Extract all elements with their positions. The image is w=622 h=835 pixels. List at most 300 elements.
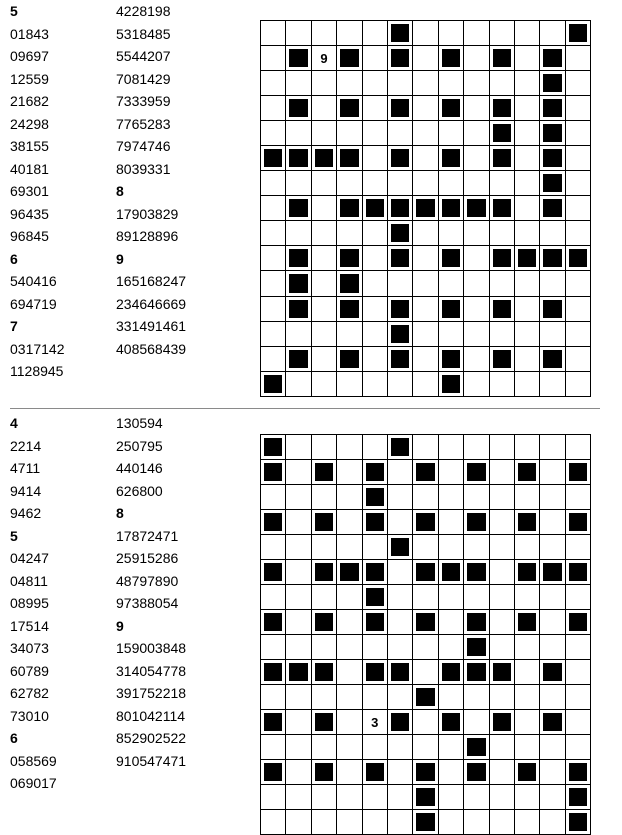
grid-cell[interactable] bbox=[413, 710, 438, 735]
grid-cell[interactable] bbox=[363, 810, 388, 835]
grid-cell[interactable] bbox=[439, 322, 464, 347]
grid-cell-black[interactable] bbox=[261, 760, 286, 785]
grid-cell[interactable] bbox=[439, 610, 464, 635]
grid-cell[interactable] bbox=[388, 785, 413, 810]
grid-cell[interactable] bbox=[261, 585, 286, 610]
grid-cell[interactable] bbox=[566, 121, 591, 146]
grid-cell-black[interactable] bbox=[413, 460, 438, 485]
grid-cell[interactable] bbox=[439, 510, 464, 535]
grid-cell[interactable] bbox=[464, 785, 489, 810]
grid-cell[interactable] bbox=[337, 610, 362, 635]
grid-cell[interactable] bbox=[413, 535, 438, 560]
grid-cell[interactable] bbox=[261, 196, 286, 221]
grid-cell[interactable] bbox=[261, 96, 286, 121]
grid-cell[interactable] bbox=[566, 71, 591, 96]
grid-cell-black[interactable] bbox=[286, 46, 311, 71]
grid-cell[interactable] bbox=[388, 121, 413, 146]
grid-cell[interactable] bbox=[337, 460, 362, 485]
grid-cell[interactable] bbox=[337, 785, 362, 810]
grid-cell-black[interactable] bbox=[540, 46, 565, 71]
grid-cell[interactable] bbox=[388, 810, 413, 835]
grid-cell[interactable] bbox=[490, 760, 515, 785]
grid-cell[interactable] bbox=[413, 635, 438, 660]
grid-cell[interactable] bbox=[337, 21, 362, 46]
grid-cell[interactable] bbox=[439, 21, 464, 46]
grid-cell[interactable] bbox=[515, 485, 540, 510]
grid-cell[interactable] bbox=[540, 485, 565, 510]
grid-cell[interactable] bbox=[261, 271, 286, 296]
grid-cell-black[interactable] bbox=[312, 460, 337, 485]
grid-cell[interactable] bbox=[439, 535, 464, 560]
grid-cell-black[interactable] bbox=[490, 46, 515, 71]
grid-cell[interactable] bbox=[312, 121, 337, 146]
grid-cell[interactable] bbox=[515, 685, 540, 710]
grid-cell-black[interactable] bbox=[312, 146, 337, 171]
grid-cell-black[interactable] bbox=[464, 760, 489, 785]
grid-cell[interactable] bbox=[566, 685, 591, 710]
grid-cell[interactable] bbox=[490, 610, 515, 635]
grid-cell[interactable] bbox=[312, 221, 337, 246]
grid-cell-black[interactable] bbox=[515, 246, 540, 271]
grid-cell[interactable] bbox=[490, 171, 515, 196]
grid-cell[interactable] bbox=[413, 21, 438, 46]
grid-cell[interactable] bbox=[286, 610, 311, 635]
grid-cell[interactable] bbox=[363, 71, 388, 96]
grid-cell[interactable] bbox=[540, 610, 565, 635]
grid-cell[interactable] bbox=[261, 21, 286, 46]
grid-cell[interactable] bbox=[566, 297, 591, 322]
grid-cell[interactable] bbox=[363, 246, 388, 271]
grid-cell[interactable] bbox=[439, 685, 464, 710]
grid-cell[interactable] bbox=[515, 271, 540, 296]
grid-cell[interactable] bbox=[540, 760, 565, 785]
grid-cell[interactable] bbox=[540, 435, 565, 460]
grid-cell[interactable] bbox=[464, 685, 489, 710]
grid-cell[interactable] bbox=[566, 322, 591, 347]
grid-cell[interactable] bbox=[286, 785, 311, 810]
grid-cell-black[interactable] bbox=[566, 460, 591, 485]
grid-cell[interactable] bbox=[413, 735, 438, 760]
grid-cell[interactable] bbox=[363, 221, 388, 246]
grid-cell[interactable] bbox=[337, 535, 362, 560]
grid-cell-black[interactable] bbox=[388, 221, 413, 246]
grid-cell[interactable] bbox=[540, 322, 565, 347]
grid-cell[interactable] bbox=[490, 685, 515, 710]
grid-cell-black[interactable] bbox=[286, 246, 311, 271]
grid-cell-black[interactable] bbox=[464, 635, 489, 660]
grid-cell[interactable] bbox=[490, 810, 515, 835]
grid-cell[interactable] bbox=[312, 347, 337, 372]
grid-cell[interactable] bbox=[439, 810, 464, 835]
grid-cell-black[interactable] bbox=[388, 347, 413, 372]
grid-cell[interactable] bbox=[337, 71, 362, 96]
grid-cell[interactable] bbox=[413, 71, 438, 96]
grid-cell[interactable] bbox=[515, 347, 540, 372]
grid-cell[interactable] bbox=[363, 535, 388, 560]
grid-cell[interactable] bbox=[337, 635, 362, 660]
grid-cell[interactable] bbox=[337, 735, 362, 760]
grid-cell[interactable] bbox=[540, 810, 565, 835]
grid-cell[interactable] bbox=[515, 96, 540, 121]
grid-cell-black[interactable] bbox=[515, 610, 540, 635]
grid-cell[interactable] bbox=[566, 735, 591, 760]
grid-cell-black[interactable] bbox=[439, 560, 464, 585]
grid-cell-black[interactable] bbox=[363, 460, 388, 485]
grid-cell-black[interactable] bbox=[490, 96, 515, 121]
grid-cell[interactable] bbox=[490, 485, 515, 510]
grid-cell[interactable] bbox=[337, 710, 362, 735]
grid-cell-black[interactable] bbox=[439, 372, 464, 397]
grid-cell[interactable] bbox=[540, 372, 565, 397]
grid-cell[interactable] bbox=[515, 810, 540, 835]
grid-cell-black[interactable] bbox=[261, 146, 286, 171]
grid-cell[interactable] bbox=[261, 221, 286, 246]
grid-cell[interactable] bbox=[439, 635, 464, 660]
grid-cell[interactable] bbox=[515, 322, 540, 347]
grid-cell[interactable] bbox=[566, 96, 591, 121]
grid-cell[interactable] bbox=[413, 322, 438, 347]
grid-cell-black[interactable] bbox=[261, 660, 286, 685]
grid-cell-black[interactable] bbox=[540, 171, 565, 196]
grid-cell-black[interactable] bbox=[566, 760, 591, 785]
grid-cell[interactable] bbox=[312, 435, 337, 460]
grid-cell[interactable] bbox=[490, 735, 515, 760]
grid-cell[interactable] bbox=[337, 810, 362, 835]
grid-cell[interactable] bbox=[413, 347, 438, 372]
grid-cell[interactable] bbox=[515, 297, 540, 322]
grid-cell-black[interactable] bbox=[540, 146, 565, 171]
grid-cell-black[interactable] bbox=[413, 610, 438, 635]
grid-cell[interactable] bbox=[337, 485, 362, 510]
grid-cell-black[interactable] bbox=[413, 685, 438, 710]
grid-cell-black[interactable] bbox=[540, 347, 565, 372]
grid-cell[interactable] bbox=[566, 635, 591, 660]
grid-cell-black[interactable] bbox=[540, 297, 565, 322]
grid-cell[interactable] bbox=[363, 96, 388, 121]
grid-cell-black[interactable] bbox=[540, 71, 565, 96]
grid-cell-black[interactable] bbox=[363, 510, 388, 535]
grid-cell[interactable] bbox=[413, 121, 438, 146]
grid-cell-black[interactable] bbox=[540, 96, 565, 121]
grid-cell-black[interactable] bbox=[363, 760, 388, 785]
grid-cell-black[interactable] bbox=[286, 196, 311, 221]
grid-cell-black[interactable] bbox=[490, 297, 515, 322]
grid-cell[interactable] bbox=[515, 710, 540, 735]
grid-cell-black[interactable] bbox=[540, 196, 565, 221]
grid-cell-black[interactable] bbox=[388, 660, 413, 685]
grid-cell[interactable] bbox=[388, 372, 413, 397]
grid-cell[interactable] bbox=[490, 271, 515, 296]
grid-cell[interactable] bbox=[566, 485, 591, 510]
grid-cell[interactable] bbox=[312, 735, 337, 760]
grid-cell[interactable] bbox=[286, 810, 311, 835]
grid-cell-black[interactable] bbox=[464, 560, 489, 585]
grid-cell[interactable] bbox=[286, 535, 311, 560]
grid-cell[interactable] bbox=[312, 96, 337, 121]
grid-cell-black[interactable] bbox=[388, 96, 413, 121]
grid-cell-black[interactable] bbox=[388, 21, 413, 46]
grid-cell-black[interactable] bbox=[388, 146, 413, 171]
grid-cell-black[interactable] bbox=[540, 560, 565, 585]
grid-cell-black[interactable] bbox=[312, 560, 337, 585]
grid-cell[interactable] bbox=[363, 347, 388, 372]
grid-cell-black[interactable] bbox=[566, 810, 591, 835]
grid-cell-black[interactable] bbox=[261, 610, 286, 635]
grid-cell-black[interactable] bbox=[388, 710, 413, 735]
grid-cell[interactable] bbox=[363, 635, 388, 660]
grid-cell[interactable] bbox=[388, 685, 413, 710]
grid-cell[interactable] bbox=[566, 271, 591, 296]
grid-cell[interactable]: 3 bbox=[363, 710, 388, 735]
grid-cell[interactable] bbox=[464, 96, 489, 121]
grid-cell[interactable] bbox=[566, 535, 591, 560]
grid-cell[interactable] bbox=[464, 347, 489, 372]
grid-cell[interactable] bbox=[490, 221, 515, 246]
grid-cell-black[interactable] bbox=[490, 121, 515, 146]
grid-cell[interactable] bbox=[388, 585, 413, 610]
grid-cell-black[interactable] bbox=[388, 246, 413, 271]
grid-cell[interactable] bbox=[261, 171, 286, 196]
grid-cell[interactable] bbox=[388, 560, 413, 585]
grid-cell-black[interactable] bbox=[464, 196, 489, 221]
grid-cell[interactable] bbox=[464, 246, 489, 271]
grid-cell[interactable] bbox=[540, 785, 565, 810]
grid-cell[interactable] bbox=[515, 171, 540, 196]
grid-cell[interactable] bbox=[566, 196, 591, 221]
grid-cell-black[interactable] bbox=[388, 435, 413, 460]
grid-cell[interactable] bbox=[413, 146, 438, 171]
grid-cell[interactable] bbox=[261, 121, 286, 146]
grid-cell-black[interactable] bbox=[312, 710, 337, 735]
grid-cell-black[interactable] bbox=[439, 246, 464, 271]
grid-cell-black[interactable] bbox=[515, 760, 540, 785]
grid-cell-black[interactable] bbox=[439, 196, 464, 221]
grid-cell-black[interactable] bbox=[490, 146, 515, 171]
grid-cell[interactable] bbox=[363, 435, 388, 460]
grid-cell[interactable] bbox=[515, 585, 540, 610]
grid-cell[interactable] bbox=[337, 435, 362, 460]
grid-cell-black[interactable] bbox=[490, 196, 515, 221]
grid-cell-black[interactable] bbox=[261, 510, 286, 535]
grid-cell[interactable] bbox=[540, 460, 565, 485]
grid-cell[interactable] bbox=[261, 485, 286, 510]
grid-cell-black[interactable] bbox=[439, 297, 464, 322]
grid-cell-black[interactable] bbox=[439, 710, 464, 735]
grid-cell[interactable] bbox=[286, 510, 311, 535]
grid-cell[interactable] bbox=[363, 685, 388, 710]
grid-cell-black[interactable] bbox=[286, 660, 311, 685]
grid-cell[interactable] bbox=[261, 635, 286, 660]
grid-cell[interactable] bbox=[464, 535, 489, 560]
grid-cell[interactable] bbox=[515, 196, 540, 221]
grid-cell[interactable] bbox=[337, 372, 362, 397]
grid-cell-black[interactable] bbox=[439, 347, 464, 372]
grid-cell[interactable] bbox=[515, 635, 540, 660]
grid-cell-black[interactable] bbox=[388, 535, 413, 560]
grid-cell[interactable] bbox=[312, 585, 337, 610]
grid-cell[interactable] bbox=[464, 71, 489, 96]
grid-cell[interactable] bbox=[337, 585, 362, 610]
grid-cell[interactable] bbox=[490, 785, 515, 810]
grid-cell[interactable] bbox=[388, 735, 413, 760]
grid-cell-black[interactable] bbox=[413, 510, 438, 535]
grid-cell-black[interactable] bbox=[337, 196, 362, 221]
grid-cell[interactable] bbox=[337, 760, 362, 785]
grid-cell-black[interactable] bbox=[540, 660, 565, 685]
grid-cell[interactable] bbox=[312, 685, 337, 710]
grid-cell[interactable] bbox=[540, 635, 565, 660]
grid-cell[interactable] bbox=[286, 735, 311, 760]
grid-cell[interactable] bbox=[337, 510, 362, 535]
grid-cell[interactable] bbox=[261, 322, 286, 347]
grid-cell[interactable] bbox=[439, 785, 464, 810]
grid-cell[interactable] bbox=[286, 21, 311, 46]
grid-cell[interactable] bbox=[515, 146, 540, 171]
grid-cell[interactable] bbox=[413, 435, 438, 460]
grid-cell[interactable] bbox=[540, 585, 565, 610]
grid-cell[interactable] bbox=[515, 435, 540, 460]
grid-cell[interactable] bbox=[540, 221, 565, 246]
grid-cell-black[interactable] bbox=[286, 297, 311, 322]
grid-cell[interactable] bbox=[286, 710, 311, 735]
grid-cell-black[interactable] bbox=[388, 196, 413, 221]
grid-cell-black[interactable] bbox=[261, 460, 286, 485]
grid-cell-black[interactable] bbox=[490, 660, 515, 685]
grid-cell-black[interactable] bbox=[515, 510, 540, 535]
grid-cell[interactable] bbox=[286, 460, 311, 485]
grid-cell[interactable] bbox=[388, 610, 413, 635]
grid-cell-black[interactable] bbox=[490, 246, 515, 271]
grid-cell-black[interactable] bbox=[515, 460, 540, 485]
grid-cell[interactable] bbox=[286, 121, 311, 146]
grid-cell[interactable] bbox=[464, 21, 489, 46]
grid-cell-black[interactable] bbox=[464, 735, 489, 760]
grid-cell-black[interactable] bbox=[464, 660, 489, 685]
grid-cell[interactable] bbox=[261, 246, 286, 271]
grid-cell[interactable] bbox=[286, 760, 311, 785]
grid-cell[interactable] bbox=[312, 635, 337, 660]
grid-cell-black[interactable] bbox=[439, 660, 464, 685]
grid-cell-black[interactable] bbox=[312, 610, 337, 635]
grid-cell[interactable] bbox=[439, 585, 464, 610]
grid-cell-black[interactable] bbox=[261, 560, 286, 585]
grid-cell[interactable] bbox=[312, 785, 337, 810]
grid-cell[interactable] bbox=[312, 271, 337, 296]
grid-cell[interactable] bbox=[566, 347, 591, 372]
grid-cell[interactable] bbox=[490, 372, 515, 397]
grid-cell[interactable] bbox=[464, 435, 489, 460]
grid-cell[interactable] bbox=[515, 660, 540, 685]
grid-cell[interactable] bbox=[515, 372, 540, 397]
grid-cell[interactable] bbox=[464, 485, 489, 510]
grid-cell[interactable] bbox=[363, 297, 388, 322]
grid-cell[interactable] bbox=[363, 46, 388, 71]
grid-cell-black[interactable] bbox=[566, 21, 591, 46]
grid-cell[interactable] bbox=[566, 372, 591, 397]
grid-cell[interactable] bbox=[439, 460, 464, 485]
grid-cell[interactable] bbox=[439, 735, 464, 760]
grid-cell-black[interactable] bbox=[363, 585, 388, 610]
grid-cell[interactable] bbox=[490, 510, 515, 535]
grid-cell[interactable] bbox=[261, 347, 286, 372]
grid-cell-black[interactable] bbox=[337, 560, 362, 585]
grid-cell[interactable] bbox=[312, 246, 337, 271]
grid-cell-black[interactable] bbox=[413, 810, 438, 835]
grid-cell[interactable] bbox=[286, 372, 311, 397]
grid-cell[interactable] bbox=[363, 271, 388, 296]
grid-cell[interactable] bbox=[413, 297, 438, 322]
grid-cell[interactable] bbox=[566, 710, 591, 735]
grid-cell[interactable] bbox=[388, 760, 413, 785]
grid-cell-black[interactable] bbox=[337, 46, 362, 71]
grid-cell-black[interactable] bbox=[286, 271, 311, 296]
grid-cell[interactable] bbox=[464, 710, 489, 735]
grid-cell-black[interactable] bbox=[413, 560, 438, 585]
grid-cell[interactable] bbox=[388, 460, 413, 485]
grid-cell-black[interactable] bbox=[566, 560, 591, 585]
grid-cell[interactable] bbox=[413, 46, 438, 71]
grid-cell[interactable] bbox=[540, 535, 565, 560]
grid-cell[interactable] bbox=[337, 660, 362, 685]
grid-cell-black[interactable] bbox=[566, 246, 591, 271]
grid-cell[interactable] bbox=[540, 735, 565, 760]
grid-cell[interactable] bbox=[566, 660, 591, 685]
grid-cell[interactable] bbox=[515, 785, 540, 810]
grid-cell[interactable] bbox=[540, 271, 565, 296]
grid-cell[interactable] bbox=[261, 535, 286, 560]
grid-cell[interactable] bbox=[464, 121, 489, 146]
grid-cell[interactable] bbox=[566, 585, 591, 610]
grid-cell[interactable] bbox=[363, 21, 388, 46]
grid-cell[interactable] bbox=[515, 121, 540, 146]
grid-cell[interactable] bbox=[540, 685, 565, 710]
grid-cell[interactable] bbox=[540, 21, 565, 46]
grid-cell[interactable] bbox=[464, 46, 489, 71]
grid-cell-black[interactable] bbox=[261, 435, 286, 460]
grid-cell-black[interactable] bbox=[312, 660, 337, 685]
grid-cell[interactable] bbox=[464, 585, 489, 610]
grid-cell[interactable] bbox=[439, 121, 464, 146]
grid-cell[interactable] bbox=[388, 510, 413, 535]
grid-cell[interactable] bbox=[312, 535, 337, 560]
grid-cell[interactable] bbox=[388, 271, 413, 296]
grid-cell[interactable] bbox=[413, 171, 438, 196]
grid-cell[interactable] bbox=[490, 435, 515, 460]
grid-cell[interactable] bbox=[490, 635, 515, 660]
grid-cell-black[interactable] bbox=[337, 347, 362, 372]
grid-cell[interactable] bbox=[413, 246, 438, 271]
grid-cell-black[interactable] bbox=[286, 146, 311, 171]
grid-cell[interactable] bbox=[490, 535, 515, 560]
grid-cell-black[interactable] bbox=[439, 96, 464, 121]
grid-cell-black[interactable] bbox=[439, 146, 464, 171]
grid-cell-black[interactable] bbox=[540, 121, 565, 146]
grid-cell[interactable] bbox=[286, 485, 311, 510]
grid-cell[interactable] bbox=[312, 297, 337, 322]
grid-cell[interactable] bbox=[515, 46, 540, 71]
grid-cell[interactable] bbox=[413, 660, 438, 685]
grid-cell-black[interactable] bbox=[363, 196, 388, 221]
grid-cell[interactable] bbox=[286, 685, 311, 710]
grid-cell[interactable] bbox=[490, 585, 515, 610]
grid-cell[interactable] bbox=[261, 685, 286, 710]
grid-cell[interactable] bbox=[515, 735, 540, 760]
grid-cell[interactable] bbox=[337, 171, 362, 196]
grid-cell[interactable] bbox=[312, 322, 337, 347]
grid-cell-black[interactable] bbox=[464, 460, 489, 485]
grid-cell-black[interactable] bbox=[515, 560, 540, 585]
grid-cell[interactable] bbox=[261, 810, 286, 835]
